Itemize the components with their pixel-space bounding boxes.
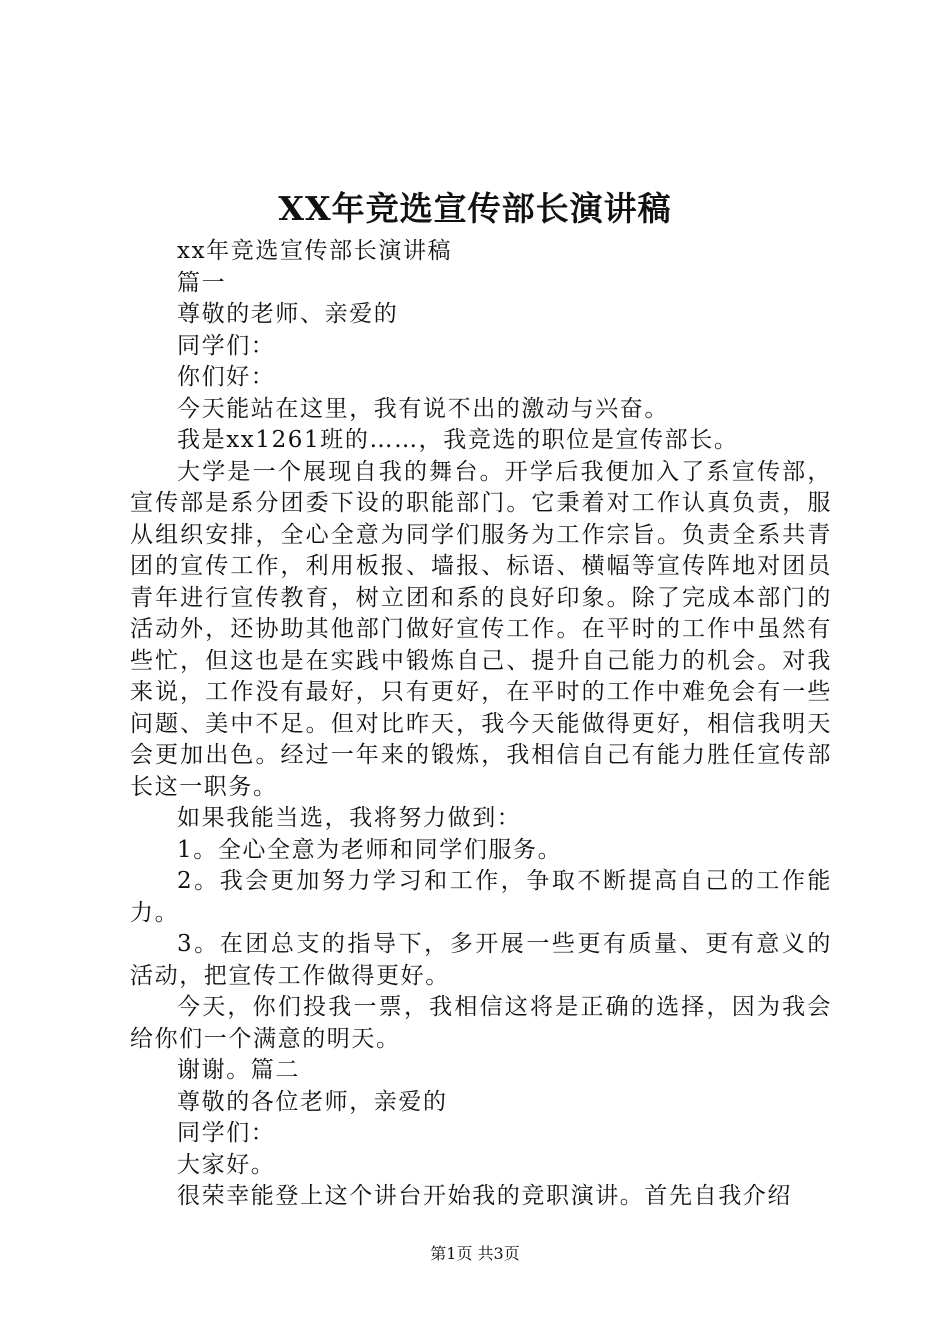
paragraph: xx年竞选宣传部长演讲稿	[177, 238, 453, 264]
document-title: XX年竞选宣传部长演讲稿	[278, 189, 672, 228]
paragraph: 大家好。	[177, 1151, 276, 1178]
paragraph: 大学是一个展现自我的舞台。开学后我便加入了系宣传部，宣传部是系分团委下设的职能部门。它秉着对工作认真负责，服从组织安排，全心全意为同学们服务为工作宗旨。负责全系共青团的宣传工作，利用板报、墙报、标语、横幅等宣传阵地对团员青年进行宣传教育，树立团和系的良好印象。除了完成本部门的活动外，还协助其他部门做好宣传工作。在平时的工作中虽然有些忙，但这也是在实践中锻炼自己、提升自己能力的机会。对我来说，工作没有最好，只有更好，在平时的工作中难免会有一些问题、美中不足。但对比昨天，我今天能做得更好，相信我明天会更加出色。经过一年来的锻炼，我相信自己有能力胜任宣传部长这一职务。	[130, 458, 832, 800]
paragraph: 今天，你们投我一票，我相信这将是正确的选择，因为我会给你们一个满意的明天。	[130, 994, 832, 1052]
paragraph: 你们好：	[177, 364, 276, 390]
page-footer: 第1页 共3页	[430, 1244, 520, 1263]
paragraph: 我是xx1261班的……，我竞选的职位是宣传部长。	[177, 427, 739, 453]
paragraph: 今天能站在这里，我有说不出的激动与兴奋。	[177, 395, 669, 422]
paragraph: 3。在团总支的指导下，多开展一些更有质量、更有意义的活动，把宣传工作做得更好。	[130, 931, 832, 989]
paragraph: 2。我会更加努力学习和工作，争取不断提高自己的工作能力。	[130, 868, 832, 926]
paragraph: 谢谢。篇二	[177, 1057, 300, 1083]
paragraph: 篇一	[177, 269, 227, 296]
paragraph: 如果我能当选，我将努力做到：	[177, 805, 522, 831]
paragraph: 尊敬的各位老师，亲爱的	[177, 1088, 448, 1115]
paragraph: 尊敬的老师、亲爱的	[177, 301, 399, 327]
paragraph: 同学们：	[177, 1120, 276, 1146]
document-body	[130, 236, 832, 1213]
paragraph: 很荣幸能登上这个讲台开始我的竞职演讲。首先自我介绍	[177, 1183, 792, 1209]
paragraph: 同学们：	[177, 332, 276, 359]
paragraph: 1。全心全意为老师和同学们服务。	[177, 836, 563, 863]
